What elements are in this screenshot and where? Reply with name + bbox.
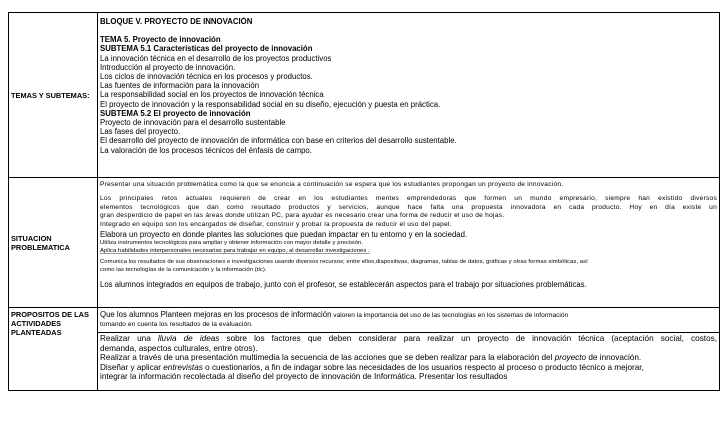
list-item: La responsabilidad social en los proyectos de innovación técnica xyxy=(100,90,324,100)
row-temas xyxy=(9,13,720,178)
list-item: El proyecto de innovación y la responsabilidad social en su diseño, ejecución y puesta en práctica. xyxy=(100,99,441,109)
label-propositos-text-2: ACTIVIDADES xyxy=(11,319,62,328)
situacion-para-line: gran desperdicio de papel en las áreas donde utilizan PC, para ayudar es necesario crear una forma de reducir el uso de hojas. xyxy=(100,212,505,220)
entrevistas-text: entrevistas xyxy=(163,362,203,372)
comunica-end: ). xyxy=(262,267,267,274)
list-item: Integrado en equipo son los encargados de diseñar, construir y probar la propuesta de reducir el uso del papel. xyxy=(100,221,452,229)
situacion-para-line: elementos tecnológicos que dan como resultado productos y servicios, aunque hace falta una propuesta innovadora en cada producto. Hoy en día existe un xyxy=(100,203,717,211)
actividad-text: Realizar una xyxy=(100,334,158,343)
propositos-line-2: tomando en cuenta los resultados de la evaluación. xyxy=(100,320,253,328)
label-propositos xyxy=(9,308,98,391)
subtema-51-title: SUBTEMA 5.1 Características del proyecto de innovación xyxy=(100,44,313,54)
actividad-line xyxy=(100,363,717,373)
actividad-line: demanda, aspectos culturales, entre otros). xyxy=(100,343,258,353)
comunica-line xyxy=(100,266,717,274)
list-item: La valoración de los procesos técnicos del énfasis de campo. xyxy=(100,145,312,155)
tema-title: TEMA 5. Proyecto de innovación xyxy=(100,35,221,45)
actividad-line xyxy=(100,353,717,363)
comunica-text: como las tecnologías de la comunicación y la información ( xyxy=(100,267,257,274)
row-situacion xyxy=(9,178,720,308)
actividad-line xyxy=(100,334,717,344)
actividades-content xyxy=(98,333,720,391)
tic-text: tic xyxy=(256,267,263,274)
list-item: Introducción al proyecto de innovación. xyxy=(100,62,236,72)
label-propositos-text-1: PROPOSITOS DE LAS xyxy=(11,310,89,319)
label-situacion-text-2: PROBLEMATICA xyxy=(11,242,70,252)
propositos-text-a: Que los alumnos Planteen mejoras en los procesos de información xyxy=(100,310,332,319)
situacion-final: Los alumnos integrados en equipos de trabajo, junto con el profesor, se establecerán aspectos para el trabajo por situaciones problemáticas. xyxy=(100,280,587,290)
label-situacion xyxy=(9,178,98,308)
situacion-content xyxy=(98,178,720,308)
list-item: Aplica habilidades interpersonales necesarias para trabajar en equipo, al desarrollar investigaciones . xyxy=(100,248,370,255)
row-propositos xyxy=(9,308,720,333)
row-actividades xyxy=(9,333,720,391)
proyecto-text: proyecto xyxy=(554,353,587,363)
actividad-text: Diseñar y aplicar xyxy=(100,362,164,372)
temas-content xyxy=(98,13,720,178)
actividad-text: Realizar a través de una presentación multimedia la secuencia de las acciones que se deben realizar para la elaboración del xyxy=(100,353,555,363)
comunica-line: Comunica los resultados de sus observaciones e investigaciones usando diversos recursos; entre ellos,diapositivas, diagramas, tablas de datos, gráficas y otras formas simbólicas, así xyxy=(100,259,588,266)
list-item: Proyecto de innovación para el desarrollo sustentable xyxy=(100,118,286,128)
label-situacion-text-1: SITUACION xyxy=(11,233,52,243)
list-item: La innovación técnica en el desarrollo de los proyectos productivos xyxy=(100,53,332,63)
actividad-text: de innovación. xyxy=(586,353,642,363)
actividad-text: sobre los factores que deben considerar para realizar un proyecto de innovación técnica (aceptación social, costos, xyxy=(219,334,717,343)
planning-table xyxy=(8,12,720,391)
list-item: Elabora un proyecto en donde plantes las soluciones que puedan impactar en tu entorno y en la sociedad. xyxy=(100,229,468,239)
bloque-title: BLOQUE V. PROYECTO DE INNOVACIÓN xyxy=(100,17,253,26)
lluvia-ideas-text: lluvia de ideas xyxy=(157,334,220,343)
list-item: Los ciclos de innovación técnica en los procesos y productos. xyxy=(100,72,313,82)
propositos-content xyxy=(98,308,720,333)
list-item: Las fases del proyecto. xyxy=(100,127,181,137)
situacion-intro: Presentar una situación problemática como la que se enuncia a continuación se espera que los estudiantes propongan un proyecto de innovación. xyxy=(100,181,564,188)
label-temas-text: TEMAS Y SUBTEMAS: xyxy=(11,90,90,100)
label-propositos-text-3: PLANTEADAS xyxy=(11,328,62,337)
situacion-para-line: Los principales retos actuales requieren de crear en los estudiantes mentes emprendedoras que formen un mundo empresario, siempre han existido diversos xyxy=(100,194,717,202)
subtema-52-title: SUBTEMA 5.2 El proyecto de innovación xyxy=(100,108,251,118)
actividad-line: integrar la información recolectada al diseño del proyecto de innovación de Informática. Presentar los resultados xyxy=(100,372,508,382)
propositos-text-b: valoren la importancia del uso de las tecnologías en los sistemas de información xyxy=(331,312,569,319)
list-item: Utiliza instrumentos tecnológicos para ampliar y obtener información con mayor detalle y precisión. xyxy=(100,240,363,247)
list-item: El desarrollo del proyecto de innovación de informática con base en criterios del desarrollo sustentable. xyxy=(100,136,457,146)
list-item: Las fuentes de información para la innovación xyxy=(100,81,260,91)
label-temas xyxy=(9,13,98,178)
actividad-text: o cuestionarios, a fin de indagar sobre las necesidades de los usuarios respecto al proceso o producto técnico a mejorar, xyxy=(202,362,644,372)
